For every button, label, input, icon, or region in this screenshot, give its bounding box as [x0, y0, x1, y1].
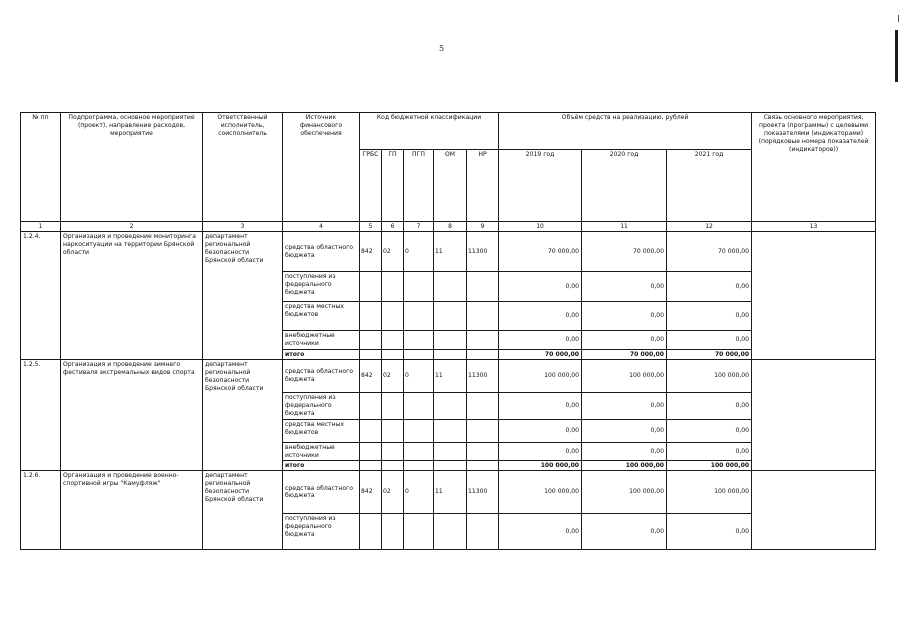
amount-2019: 0,00: [499, 302, 582, 331]
amount-2019: 70 000,00: [499, 232, 582, 272]
table-row: [21, 359, 876, 392]
col-number: 5: [360, 222, 382, 232]
code-grbs: 842: [360, 232, 382, 272]
page-number: 5: [439, 44, 445, 53]
amount-2021: 0,00: [667, 419, 752, 442]
header-responsible: Ответственный исполнитель, соисполнитель: [203, 113, 283, 222]
source-label: средства областного бюджета: [283, 232, 360, 272]
code-om: 11: [434, 359, 467, 392]
amount-2020: 0,00: [582, 419, 667, 442]
scan-edge-tick: [898, 15, 899, 22]
amount-2020: 0,00: [582, 442, 667, 461]
col-number: 3: [203, 222, 283, 232]
code-om: 11: [434, 232, 467, 272]
header-pgp: ПГП: [404, 150, 434, 222]
col-number: 10: [499, 222, 582, 232]
header-grbs: ГРБС: [360, 150, 382, 222]
amount-2020: 0,00: [582, 331, 667, 350]
code-grbs: 842: [360, 359, 382, 392]
code-nr: 11300: [467, 471, 499, 514]
amount-2020: 0,00: [582, 392, 667, 419]
source-label: поступления из федерального бюджета: [283, 392, 360, 419]
table-row: [21, 232, 876, 272]
col-number: 8: [434, 222, 467, 232]
source-label: внебюджетные источники: [283, 442, 360, 461]
amount-2021: 70 000,00: [667, 232, 752, 272]
source-label: поступления из федерального бюджета: [283, 272, 360, 302]
header-link: Связь основного мероприятия, проекта (программы) с целевыми показателями (индикаторами) (порядковые номера показателей (индикаторов)): [752, 113, 876, 222]
amount-2019: 0,00: [499, 419, 582, 442]
header-year-2019: 2019 год: [499, 150, 582, 222]
item-responsible: департамент региональной безопасности Брянской области: [203, 232, 283, 360]
source-label: внебюджетные источники: [283, 331, 360, 350]
total-label: итого: [283, 461, 360, 471]
code-pgp: 0: [404, 471, 434, 514]
amount-2020: 100 000,00: [582, 471, 667, 514]
amount-2021: 100 000,00: [667, 471, 752, 514]
budget-table: [20, 112, 876, 550]
col-number: 6: [382, 222, 404, 232]
item-responsible: департамент региональной безопасности Брянской области: [203, 471, 283, 550]
header-nr: НР: [467, 150, 499, 222]
header-amount: Объём средств на реализацию, рублей: [499, 113, 752, 150]
total-2020: 70 000,00: [582, 349, 667, 359]
indicator-link: [752, 471, 876, 550]
header-num: № пп: [21, 113, 61, 222]
total-2021: 70 000,00: [667, 349, 752, 359]
amount-2019: 0,00: [499, 514, 582, 550]
amount-2019: 0,00: [499, 272, 582, 302]
code-nr: 11300: [467, 232, 499, 272]
header-gp: ГП: [382, 150, 404, 222]
source-label: средства местных бюджетов: [283, 302, 360, 331]
col-number: 9: [467, 222, 499, 232]
total-2019: 70 000,00: [499, 349, 582, 359]
header-source: Источник финансового обеспечения: [283, 113, 360, 222]
code-om: 11: [434, 471, 467, 514]
item-number: 1.2.6.: [21, 471, 61, 550]
table-row: [21, 471, 876, 514]
col-number: 4: [283, 222, 360, 232]
source-label: средства областного бюджета: [283, 471, 360, 514]
column-number-row: [21, 222, 876, 232]
col-number: 11: [582, 222, 667, 232]
amount-2019: 100 000,00: [499, 359, 582, 392]
code-pgp: 0: [404, 232, 434, 272]
amount-2021: 100 000,00: [667, 359, 752, 392]
col-number: 1: [21, 222, 61, 232]
col-number: 7: [404, 222, 434, 232]
header-year-2020: 2020 год: [582, 150, 667, 222]
amount-2020: 0,00: [582, 302, 667, 331]
item-name: Организация и проведение военно-спортивной игры "Камуфляж": [61, 471, 203, 550]
source-label: средства местных бюджетов: [283, 419, 360, 442]
header-om: ОМ: [434, 150, 467, 222]
amount-2021: 0,00: [667, 302, 752, 331]
amount-2020: 0,00: [582, 514, 667, 550]
amount-2021: 0,00: [667, 514, 752, 550]
item-name: Организация и проведение зимнего фестиваля экстремальных видов спорта: [61, 359, 203, 471]
source-label: поступления из федерального бюджета: [283, 514, 360, 550]
amount-2019: 100 000,00: [499, 471, 582, 514]
code-gp: 02: [382, 359, 404, 392]
code-gp: 02: [382, 232, 404, 272]
amount-2020: 70 000,00: [582, 232, 667, 272]
amount-2021: 0,00: [667, 272, 752, 302]
code-pgp: 0: [404, 359, 434, 392]
header-row: [21, 113, 876, 150]
total-2021: 100 000,00: [667, 461, 752, 471]
header-year-2021: 2021 год: [667, 150, 752, 222]
header-program: Подпрограмма, основное мероприятие (проект), направление расходов, мероприятие: [61, 113, 203, 222]
scan-edge-mark: [895, 30, 898, 82]
col-number: 13: [752, 222, 876, 232]
code-gp: 02: [382, 471, 404, 514]
item-responsible: департамент региональной безопасности Брянской области: [203, 359, 283, 471]
code-nr: 11300: [467, 359, 499, 392]
total-label: итого: [283, 349, 360, 359]
amount-2019: 0,00: [499, 392, 582, 419]
col-number: 2: [61, 222, 203, 232]
col-number: 12: [667, 222, 752, 232]
indicator-link: [752, 232, 876, 360]
item-number: 1.2.5.: [21, 359, 61, 471]
item-number: 1.2.4.: [21, 232, 61, 360]
amount-2019: 0,00: [499, 442, 582, 461]
code-grbs: 842: [360, 471, 382, 514]
total-2020: 100 000,00: [582, 461, 667, 471]
source-label: средства областного бюджета: [283, 359, 360, 392]
amount-2020: 0,00: [582, 272, 667, 302]
amount-2019: 0,00: [499, 331, 582, 350]
item-name: Организация и проведение мониторинга наркоситуации на территории Брянской области: [61, 232, 203, 360]
amount-2021: 0,00: [667, 442, 752, 461]
indicator-link: [752, 359, 876, 471]
header-budget-code: Код бюджетной классификации: [360, 113, 499, 150]
amount-2020: 100 000,00: [582, 359, 667, 392]
total-2019: 100 000,00: [499, 461, 582, 471]
amount-2021: 0,00: [667, 392, 752, 419]
amount-2021: 0,00: [667, 331, 752, 350]
